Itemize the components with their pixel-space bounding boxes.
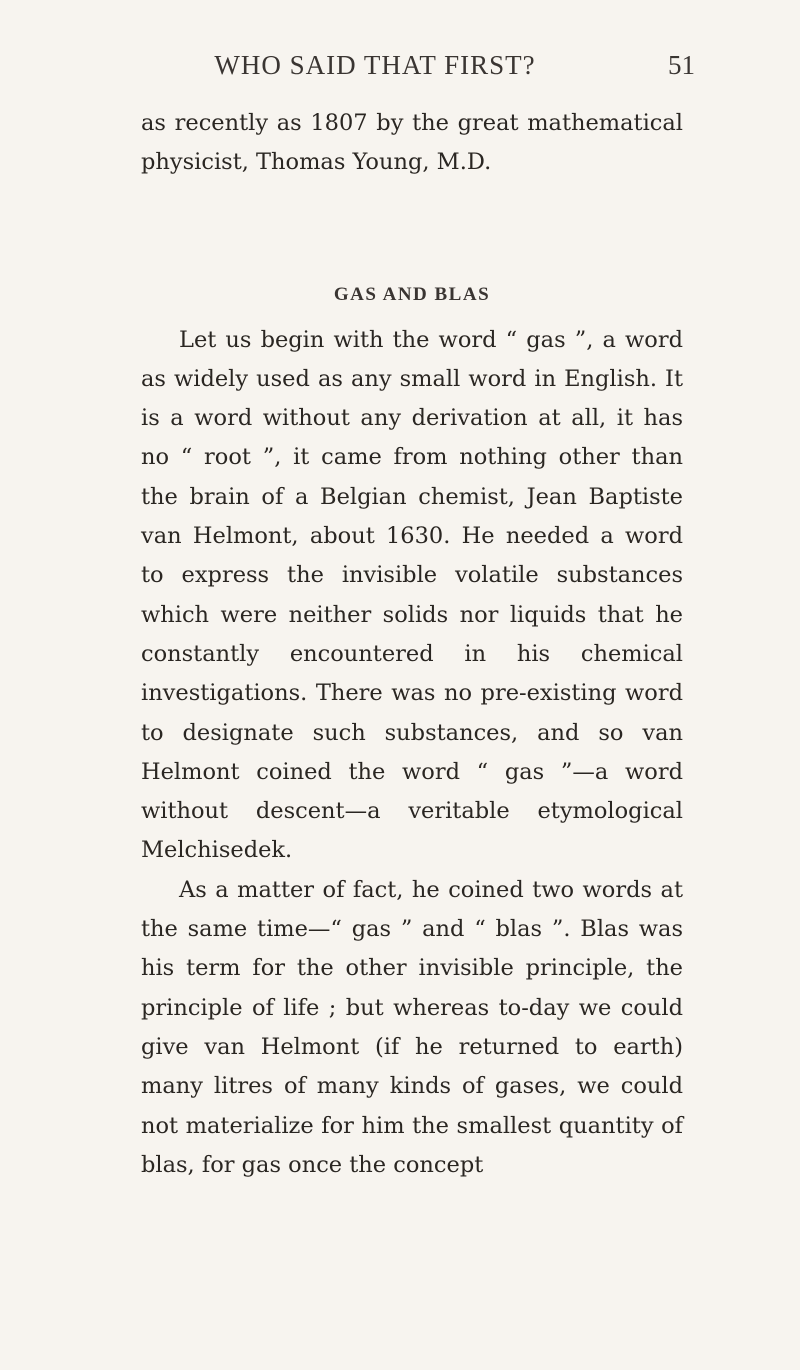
text-block <box>141 104 683 1185</box>
running-head: WHO SAID THAT FIRST? <box>214 50 536 80</box>
body-paragraph: As a matter of fact, he coined two words at the same time—“ gas ” and “ blas ”. Blas was his term for the other invisible principle, the principle of life ; but whereas to-day we could give van Helmont (if he returned to earth) many litres of many kinds of gases, we could not materialize for him the smallest quantity of blas, for gas once the concept <box>141 876 683 1178</box>
section-heading: GAS AND BLAS <box>333 283 491 305</box>
page-number: 51 <box>668 50 695 80</box>
body-paragraph: Let us begin with the word “ gas ”, a word as widely used as any small word in English. It is a word without any derivation at all, it has no “ root ”, it came from nothing other than the brain of a Belgian chemist, Jean Baptiste van Helmont, about 1630. He needed a word to express the invisible volatile substances which were neither solids nor liquids that he constantly encountered in his chemical investigations. There was no pre-existing word to designate such substances, and so van Helmont coined the word “ gas ”—a word without descent—a veritable etymological Melchisedek. <box>141 326 683 864</box>
continued-paragraph: as recently as 1807 by the great mathematical physicist, Thomas Young, M.D. <box>141 110 683 176</box>
